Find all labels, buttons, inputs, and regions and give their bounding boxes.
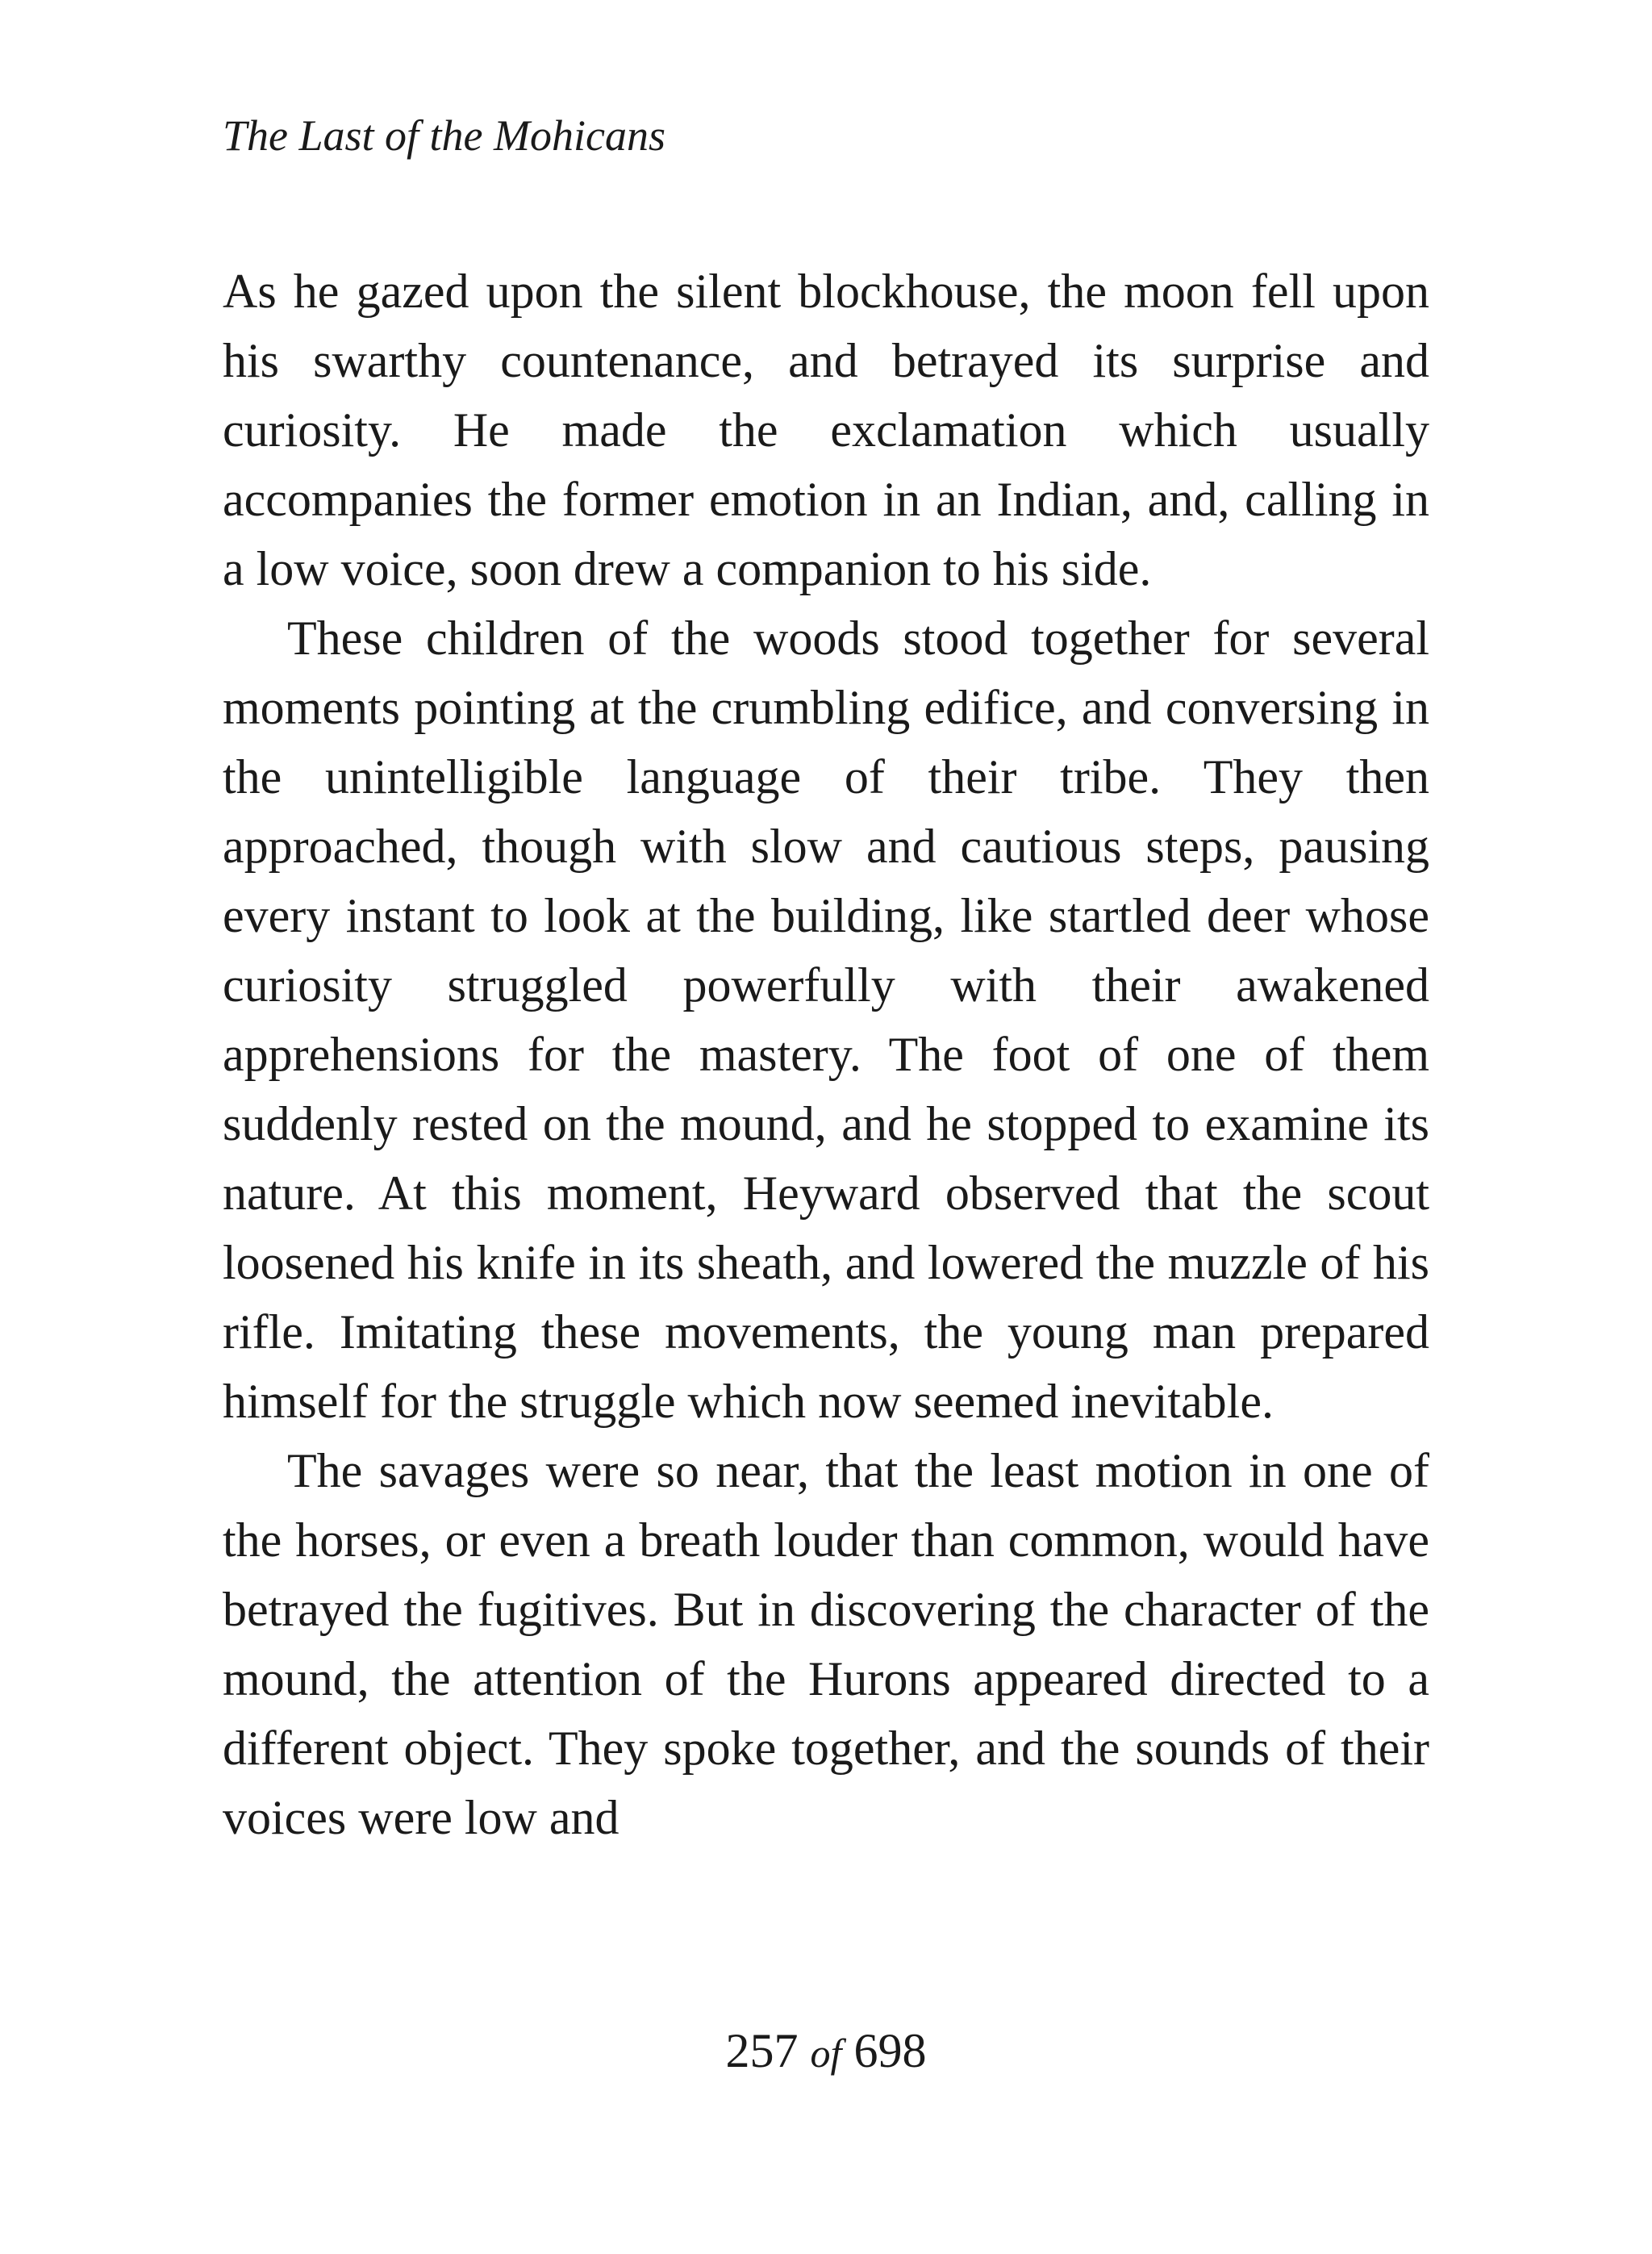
page-of-label: of xyxy=(810,2031,842,2076)
total-pages: 698 xyxy=(853,2024,927,2077)
page-number xyxy=(0,2018,1652,2085)
paragraph: The savages were so near, that the least motion in one of the horses, or even a breath louder than common, would have betrayed the fugitives. But in discovering the character of the mound, the attention of the Hurons appeared directed to a different object. They spoke together, and the sounds of their voices were low and xyxy=(223,1444,1429,1844)
paragraph: As he gazed upon the silent blockhouse, the moon fell upon his swarthy countenance, and betrayed its surprise and curiosity. He made the exclamation which usually accompanies the former emotion in an Indian, and, calling in a low voice, soon drew a companion to his side. xyxy=(223,265,1429,595)
body-text xyxy=(223,257,1429,1852)
current-page: 257 xyxy=(725,2024,799,2077)
running-head: The Last of the Mohicans xyxy=(223,111,665,160)
paragraph: These children of the woods stood together for several moments pointing at the crumbling edifice, and conversing in the unintelligible language of their tribe. They then approached, though with slow and cautious steps, pausing every instant to look at the building, like startled deer whose curiosity struggled powerfully with their awakened apprehensions for the mastery. The foot of one of them suddenly rested on the mound, and he stopped to examine its nature. At this moment, Heyward observed that the scout loosened his knife in its sheath, and lowered the muzzle of his rifle. Imitating these movements, the young man prepared himself for the struggle which now seemed inevitable. xyxy=(223,612,1429,1428)
